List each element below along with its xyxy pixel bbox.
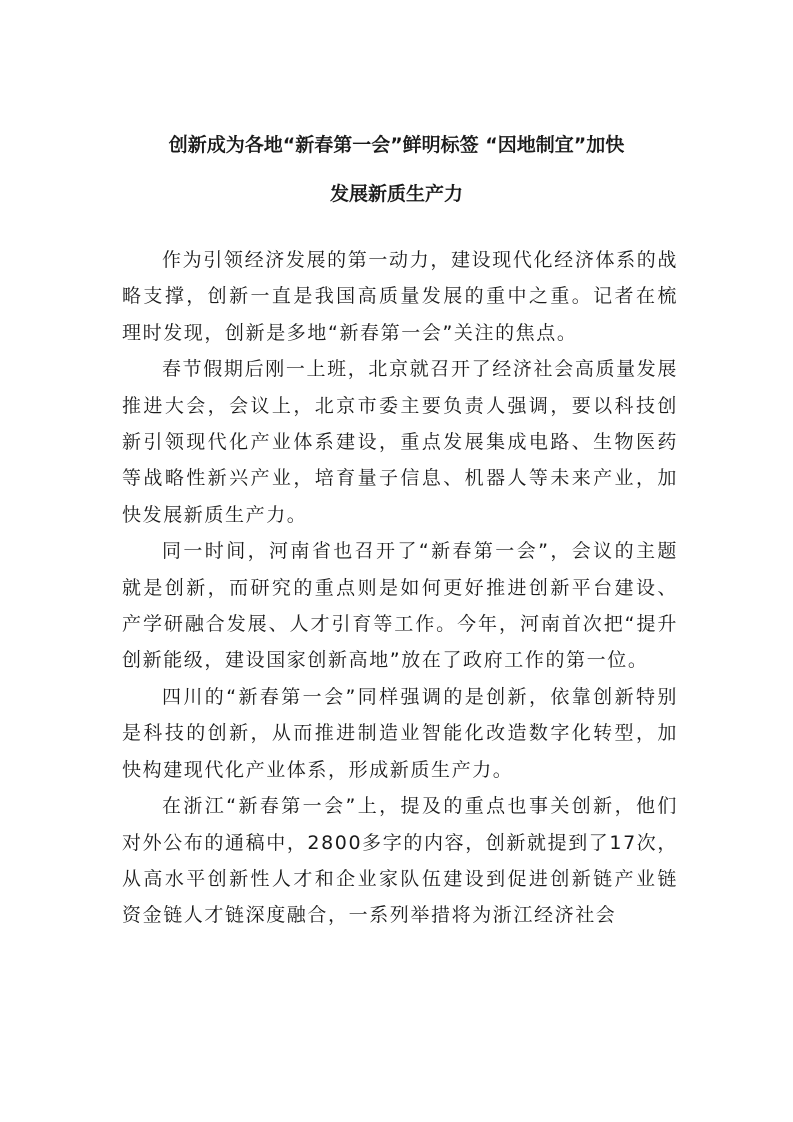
paragraph-2: 春节假期后刚一上班，北京就召开了经济社会高质量发展推进大会，会议上，北京市委主要负责人强调，要以科技创新引领现代化产业体系建设，重点发展集成电路、生物医药等战略性新兴产业，培育量子信息、机器人等未来产业，加快发展新质生产力。	[122, 358, 678, 526]
paragraph-5: 在浙江“新春第一会”上，提及的重点也事关创新，他们对外公布的通稿中，2800多字的内容，创新就提到了17次，从高水平创新性人才和企业家队伍建设到促进创新链产业链资金链人才链深度融合，一系列举措将为浙江经济社会	[122, 795, 678, 927]
document-title-line-2: 发展新质生产力	[329, 183, 463, 205]
paragraph-4: 四川的“新春第一会”同样强调的是创新，依靠创新特别是科技的创新，从而推进制造业智能化改造数字化转型，加快构建现代化产业体系，形成新质生产力。	[122, 685, 678, 781]
document-body	[122, 242, 678, 934]
paragraph-1: 作为引领经济发展的第一动力，建设现代化经济体系的战略支撑，创新一直是我国高质量发展的重中之重。记者在梳理时发现，创新是多地“新春第一会”关注的焦点。	[122, 249, 678, 344]
paragraph-3: 同一时间，河南省也召开了“新春第一会”，会议的主题就是创新，而研究的重点则是如何更好推进创新平台建设、产学研融合发展、人才引育等工作。今年，河南首次把“提升创新能级，建设国家创新高地”放在了政府工作的第一位。	[122, 540, 678, 672]
document-title-line-1: 创新成为各地“新春第一会”鲜明标签 “因地制宜”加快	[168, 134, 625, 156]
